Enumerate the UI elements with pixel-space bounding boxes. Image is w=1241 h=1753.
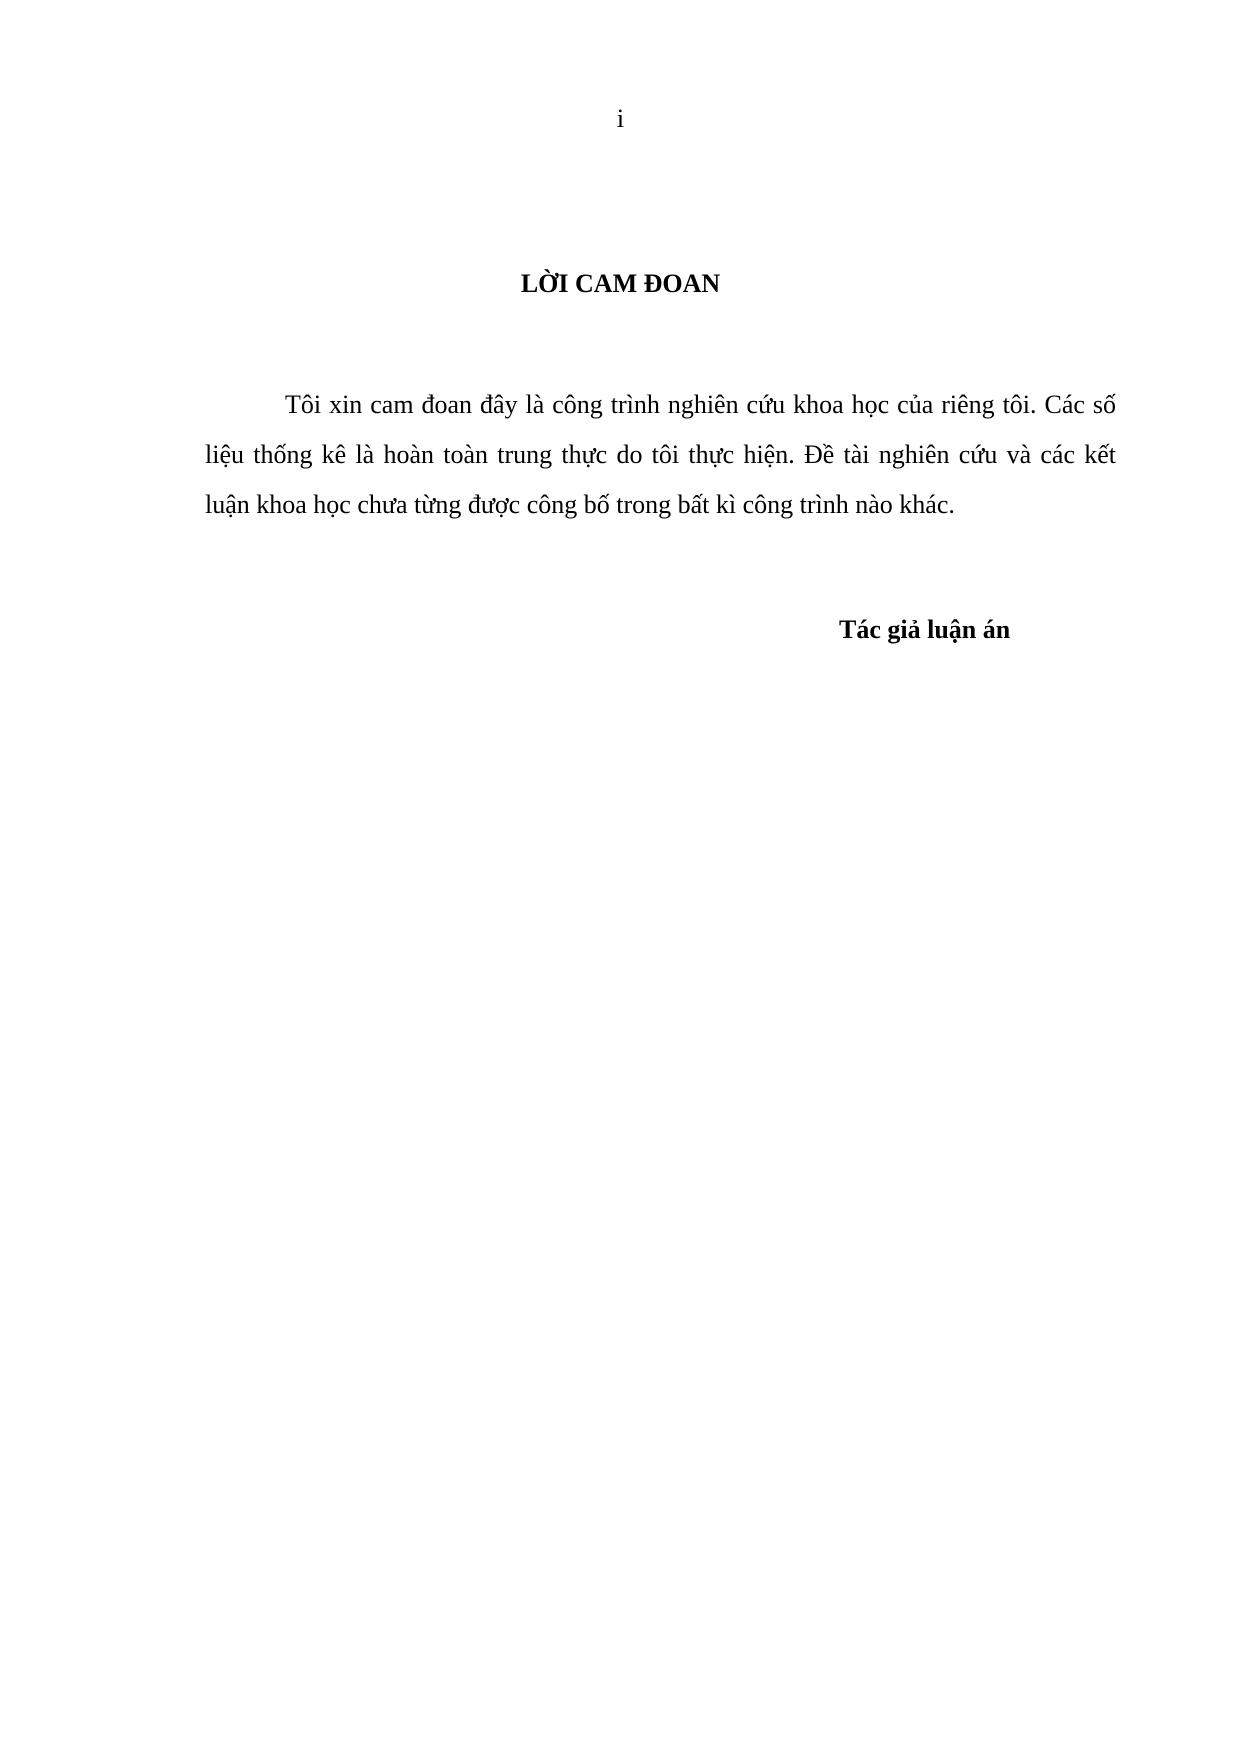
author-signature-label: Tác giả luận án (839, 615, 1011, 644)
declaration-paragraph: Tôi xin cam đoan đây là công trình nghiên cứu khoa học của riêng tôi. Các số liệu thống kê là hoàn toàn trung thực do tôi thực hiện. Đề tài nghiên cứu và các kết luận khoa học chưa từng được công bố trong bất kì công trình nào khác. (205, 390, 1116, 519)
document-title: LỜI CAM ĐOAN (520, 269, 721, 298)
page-number: i (616, 104, 625, 133)
